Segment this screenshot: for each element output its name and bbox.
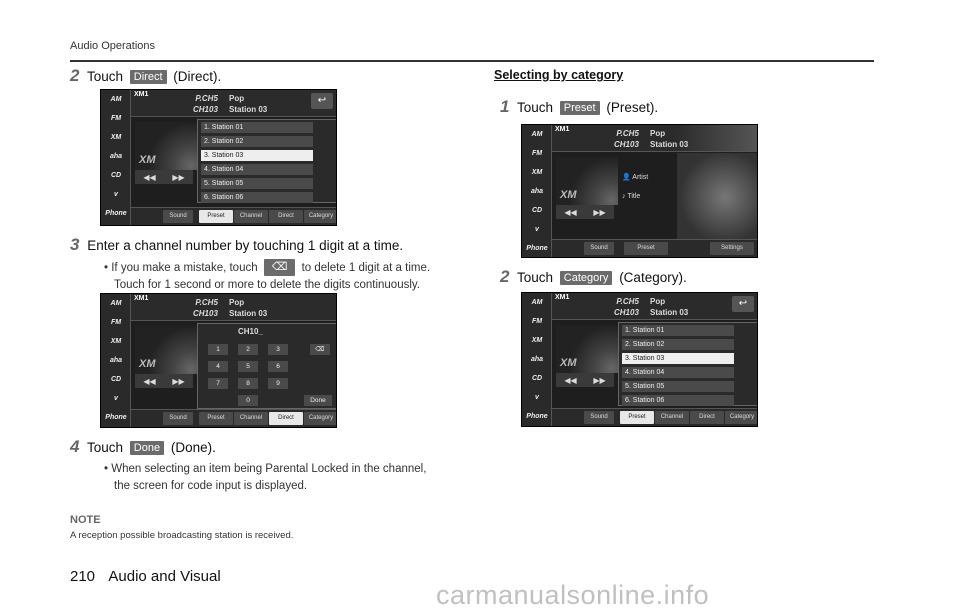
now-playing-bar (131, 90, 336, 117)
sidebar-item-cd[interactable]: CD (531, 375, 543, 382)
now-playing-bar (552, 125, 757, 152)
sidebar-item-fm[interactable]: FM (531, 150, 543, 157)
sidebar-item-aha[interactable]: aha (530, 188, 544, 195)
sidebar-item-xm[interactable]: XM (110, 134, 122, 141)
note-text: A reception possible broadcasting station is received. (70, 530, 294, 541)
source-sidebar (101, 90, 131, 225)
station-list (197, 119, 337, 203)
note-title: NOTE (70, 514, 101, 526)
category-list (618, 322, 758, 406)
step-number: 3 (70, 235, 80, 254)
settings-button[interactable]: Settings (710, 242, 754, 255)
transport-controls (135, 170, 193, 184)
artist-row: 👤 Artist (622, 174, 649, 181)
sidebar-item-aha[interactable]: aha (109, 357, 123, 364)
step-text: Touch (86, 69, 124, 84)
sidebar-item-xm[interactable]: XM (531, 337, 543, 344)
station-info: Pop Station 03 (229, 298, 268, 318)
album-art: XM (135, 122, 197, 170)
preset-button[interactable]: Preset (624, 242, 668, 255)
bottom-bar (131, 207, 336, 225)
band-label: XM1 (134, 295, 149, 302)
list-item[interactable]: 1. Station 01 (622, 325, 734, 336)
station-info: Pop Station 03 (650, 297, 689, 317)
key-4[interactable]: 4 (208, 361, 228, 372)
list-item[interactable]: 3. Station 03 (201, 150, 313, 161)
now-playing-bar (552, 293, 757, 320)
previous-icon[interactable]: ◀◀ (564, 207, 577, 217)
sidebar-item-more[interactable]: v (114, 395, 118, 402)
transport-controls (556, 373, 614, 387)
step-4-done (70, 437, 216, 457)
sidebar-item-aha[interactable]: aha (530, 356, 544, 363)
step-text: Enter a channel number by touching 1 digit at a time. (87, 238, 404, 253)
page-number: 210 (70, 568, 96, 585)
sidebar-item-phone[interactable]: Phone (526, 413, 548, 420)
album-art: XM (556, 325, 618, 373)
channel-button[interactable]: Channel (234, 210, 268, 223)
key-5[interactable]: 5 (238, 361, 258, 372)
sidebar-item-aha[interactable]: aha (109, 153, 123, 160)
next-icon[interactable]: ▶▶ (593, 207, 606, 217)
channel-entry-display: CH10_ (238, 327, 263, 336)
source-sidebar (101, 294, 131, 427)
album-art: XM (135, 326, 197, 374)
key-9[interactable]: 9 (268, 378, 288, 389)
step-3-enter-number (70, 235, 403, 255)
list-item[interactable]: 6. Station 06 (622, 395, 734, 406)
sidebar-item-am[interactable]: AM (531, 299, 543, 306)
album-art: XM (556, 157, 618, 205)
music-note-icon: ♪ (622, 193, 626, 200)
sidebar-item-xm[interactable]: XM (531, 169, 543, 176)
sound-button[interactable]: Sound (584, 242, 614, 255)
transport-controls (556, 205, 614, 219)
backspace-icon: ⌫ (264, 259, 296, 276)
bottom-bar (552, 408, 757, 426)
step-number: 1 (500, 97, 510, 116)
sidebar-item-more[interactable]: v (535, 226, 539, 233)
channel-keypad (197, 323, 337, 409)
step-text: (Done). (170, 440, 216, 455)
list-item[interactable]: 3. Station 03 (622, 353, 734, 364)
channel-button[interactable]: Channel (655, 411, 689, 424)
category-button[interactable]: Category (304, 412, 337, 425)
sidebar-item-am[interactable]: AM (110, 300, 122, 307)
key-0[interactable]: 0 (238, 395, 258, 406)
source-sidebar (522, 125, 552, 257)
step-3-bullet: • If you make a mistake, touch ⌫ to delete 1 digit at a time. Touch for 1 second or more to delete the digits continuously. (104, 261, 431, 291)
category-button[interactable]: Category (304, 210, 337, 223)
sidebar-item-phone[interactable]: Phone (105, 414, 127, 421)
list-item[interactable]: 6. Station 06 (201, 192, 313, 203)
bottom-bar (552, 239, 757, 257)
list-item[interactable]: 1. Station 01 (201, 122, 313, 133)
sidebar-item-cd[interactable]: CD (531, 207, 543, 214)
sidebar-item-phone[interactable]: Phone (105, 210, 127, 217)
sidebar-item-cd[interactable]: CD (110, 172, 122, 179)
step-text: (Direct). (173, 69, 222, 84)
step-4-bullet: • When selecting an item being Parental Locked in the channel, the screen for code input is displayed. (104, 463, 427, 492)
band-label: XM1 (555, 126, 570, 133)
list-item[interactable]: 5. Station 05 (201, 178, 313, 189)
list-item[interactable]: 4. Station 04 (622, 367, 734, 378)
preset-button[interactable]: Preset (620, 411, 654, 424)
next-icon[interactable]: ▶▶ (172, 376, 185, 386)
decorative-disc (677, 153, 757, 241)
source-sidebar (522, 293, 552, 426)
list-item[interactable]: 5. Station 05 (622, 381, 734, 392)
band-label: XM1 (134, 91, 149, 98)
key-1[interactable]: 1 (208, 344, 228, 355)
previous-icon[interactable]: ◀◀ (564, 375, 577, 385)
step-text: (Preset). (606, 100, 659, 115)
sidebar-item-more[interactable]: v (114, 191, 118, 198)
direct-button[interactable]: Direct (269, 412, 303, 425)
back-icon[interactable]: ↩ (732, 296, 754, 312)
step-2-direct (70, 66, 221, 86)
next-icon[interactable]: ▶▶ (593, 375, 606, 385)
sound-button[interactable]: Sound (584, 411, 614, 424)
key-7[interactable]: 7 (208, 378, 228, 389)
sidebar-item-am[interactable]: AM (531, 131, 543, 138)
watermark: carmanualsonline.info (436, 580, 710, 610)
bottom-bar (131, 409, 336, 427)
step-text: Touch (516, 100, 554, 115)
now-playing-bar (131, 294, 336, 321)
previous-icon[interactable]: ◀◀ (143, 172, 156, 182)
step-number: 2 (500, 267, 510, 286)
list-item[interactable]: 4. Station 04 (201, 164, 313, 175)
step-text: (Category). (619, 270, 687, 285)
sound-button[interactable]: Sound (163, 210, 193, 223)
sidebar-item-phone[interactable]: Phone (526, 245, 548, 252)
channel-info: P.CH5 CH103 (193, 298, 218, 318)
station-info: Pop Station 03 (650, 129, 689, 149)
key-6[interactable]: 6 (268, 361, 288, 372)
screen-direct-list (100, 89, 337, 226)
previous-icon[interactable]: ◀◀ (143, 376, 156, 386)
step-2-category (500, 267, 687, 287)
channel-info: P.CH5 CH103 (614, 297, 639, 317)
sidebar-item-am[interactable]: AM (110, 96, 122, 103)
back-icon[interactable]: ↩ (311, 93, 333, 109)
step-number: 4 (70, 437, 80, 456)
person-icon: 👤 (622, 174, 631, 181)
sidebar-item-fm[interactable]: FM (110, 319, 122, 326)
preset-button[interactable]: Preset (199, 412, 233, 425)
sidebar-item-fm[interactable]: FM (110, 115, 122, 122)
key-2[interactable]: 2 (238, 344, 258, 355)
key-3[interactable]: 3 (268, 344, 288, 355)
chapter-title: Audio and Visual (108, 568, 221, 585)
title-row: ♪ Title (622, 193, 641, 200)
step-number: 2 (70, 66, 80, 85)
channel-button[interactable]: Channel (234, 412, 268, 425)
screen-category-list (521, 292, 758, 427)
key-8[interactable]: 8 (238, 378, 258, 389)
direct-button[interactable]: Direct (269, 210, 303, 223)
sound-button[interactable]: Sound (163, 412, 193, 425)
subsection-heading: Selecting by category (494, 68, 624, 82)
sidebar-item-fm[interactable]: FM (531, 318, 543, 325)
direct-button-label: Direct (130, 70, 167, 84)
list-item[interactable]: 2. Station 02 (622, 339, 734, 350)
step-text: Touch (86, 440, 124, 455)
done-button-label: Done (130, 441, 164, 455)
category-button[interactable]: Category (725, 411, 758, 424)
section-header: Audio Operations (70, 40, 155, 52)
step-1-preset (500, 97, 658, 117)
screen-direct-keypad (100, 293, 337, 428)
backspace-button[interactable]: ⌫ (310, 344, 330, 355)
channel-info: P.CH5 CH103 (193, 94, 218, 114)
list-item[interactable]: 2. Station 02 (201, 136, 313, 147)
band-label: XM1 (555, 294, 570, 301)
step-text: Touch (516, 270, 554, 285)
sidebar-item-xm[interactable]: XM (110, 338, 122, 345)
preset-button-label: Preset (560, 101, 600, 115)
category-button-label: Category (560, 271, 613, 285)
station-info: Pop Station 03 (229, 94, 268, 114)
sidebar-item-cd[interactable]: CD (110, 376, 122, 383)
done-button[interactable]: Done (304, 395, 332, 406)
header-rule (70, 60, 874, 62)
screen-preset (521, 124, 758, 258)
next-icon[interactable]: ▶▶ (172, 172, 185, 182)
transport-controls (135, 374, 193, 388)
direct-button[interactable]: Direct (690, 411, 724, 424)
preset-button[interactable]: Preset (199, 210, 233, 223)
page-footer (70, 568, 221, 585)
channel-info: P.CH5 CH103 (614, 129, 639, 149)
sidebar-item-more[interactable]: v (535, 394, 539, 401)
